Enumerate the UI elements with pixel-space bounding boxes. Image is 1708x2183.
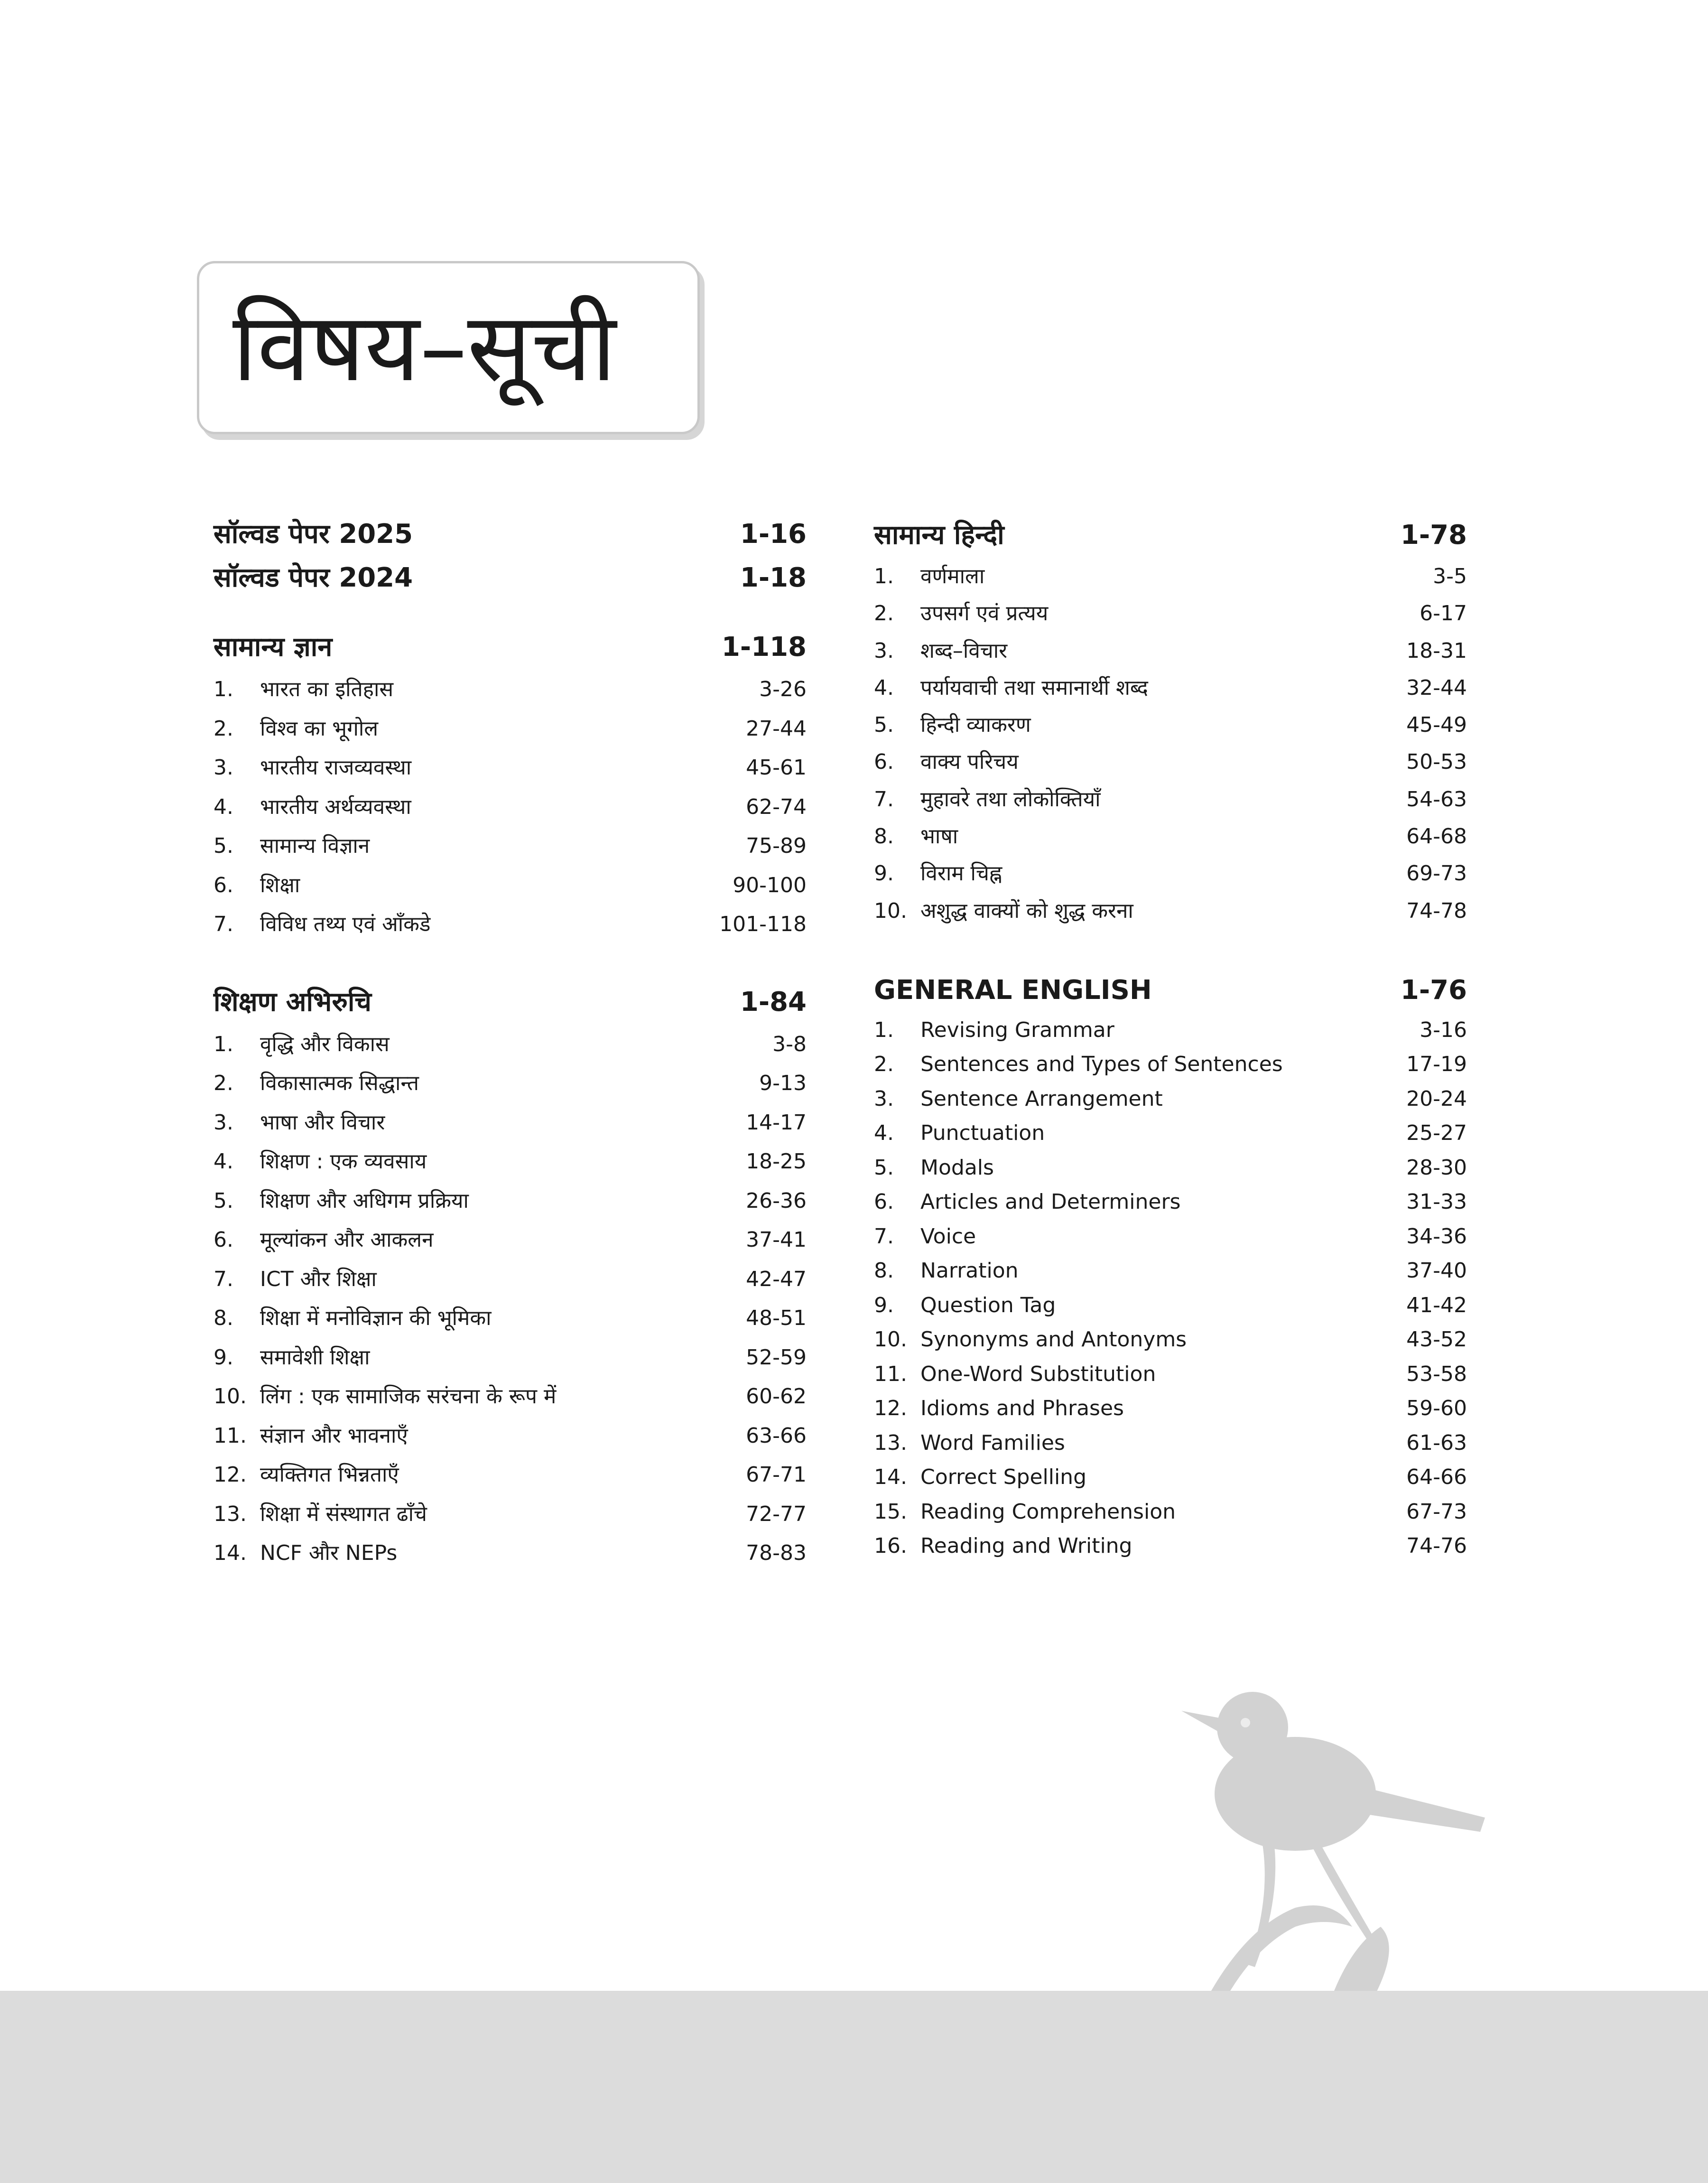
item-number: 6. bbox=[874, 1190, 894, 1214]
item-number: 4. bbox=[214, 1149, 233, 1174]
item-pages: 45-61 bbox=[746, 756, 807, 780]
item-label: Narration bbox=[920, 1259, 1019, 1283]
item-number: 3. bbox=[214, 1110, 233, 1135]
item-number: 10. bbox=[874, 898, 907, 923]
item-number: 15. bbox=[874, 1499, 907, 1524]
item-label: विराम चिह्न bbox=[920, 861, 1003, 886]
item-pages: 67-71 bbox=[746, 1463, 807, 1487]
item-pages: 48-51 bbox=[746, 1306, 807, 1330]
toc-item[interactable] bbox=[874, 781, 1467, 818]
toc-item[interactable] bbox=[874, 1391, 1467, 1426]
toc-item[interactable] bbox=[874, 633, 1467, 670]
item-label: भारत का इतिहास bbox=[260, 677, 394, 701]
item-label: Modals bbox=[920, 1155, 994, 1180]
item-number: 5. bbox=[214, 834, 233, 858]
item-pages: 17-19 bbox=[1406, 1052, 1467, 1077]
toc-item[interactable] bbox=[214, 827, 807, 866]
toc-item[interactable] bbox=[214, 1182, 807, 1221]
page-title: विषय–सूची bbox=[232, 292, 616, 403]
item-pages: 34-36 bbox=[1406, 1224, 1467, 1249]
toc-item[interactable] bbox=[874, 707, 1467, 744]
toc-item[interactable] bbox=[214, 1025, 807, 1064]
item-label: विविध तथ्य एवं आँकडे bbox=[260, 912, 431, 936]
item-number: 2. bbox=[214, 1071, 233, 1095]
section-pages: 1-118 bbox=[721, 632, 807, 662]
toc-item[interactable] bbox=[874, 1529, 1467, 1564]
item-label: पर्यायवाची तथा समानार्थी शब्द bbox=[920, 675, 1148, 700]
item-number: 4. bbox=[874, 1121, 894, 1146]
toc-item[interactable] bbox=[214, 1377, 807, 1417]
toc-item[interactable] bbox=[874, 1495, 1467, 1530]
item-pages: 54-63 bbox=[1406, 787, 1467, 812]
item-pages: 45-49 bbox=[1406, 713, 1467, 737]
section-pages: 1-78 bbox=[1400, 520, 1467, 550]
item-pages: 20-24 bbox=[1406, 1086, 1467, 1111]
entry-label: सॉल्वड पेपर 2025 bbox=[214, 519, 413, 550]
toc-item[interactable] bbox=[874, 1323, 1467, 1357]
item-label: वाक्य परिचय bbox=[920, 750, 1019, 774]
section-pages: 1-84 bbox=[740, 986, 807, 1017]
item-number: 2. bbox=[874, 1052, 894, 1077]
item-pages: 3-16 bbox=[1420, 1017, 1467, 1042]
toc-item[interactable] bbox=[214, 788, 807, 827]
toc-item[interactable] bbox=[874, 1220, 1467, 1254]
item-number: 6. bbox=[874, 750, 894, 774]
item-label: लिंग : एक सामाजिक सरंचना के रूप में bbox=[260, 1384, 557, 1409]
toc-item[interactable] bbox=[874, 1116, 1467, 1151]
item-pages: 72-77 bbox=[746, 1502, 807, 1526]
item-label: मूल्यांकन और आकलन bbox=[260, 1228, 434, 1252]
item-pages: 64-68 bbox=[1406, 824, 1467, 849]
item-pages: 27-44 bbox=[746, 716, 807, 741]
toc-item[interactable] bbox=[214, 1495, 807, 1534]
item-pages: 63-66 bbox=[746, 1423, 807, 1448]
item-number: 7. bbox=[874, 1224, 894, 1249]
item-label: वृद्धि और विकास bbox=[260, 1032, 390, 1056]
item-number: 10. bbox=[874, 1327, 907, 1352]
item-label: Sentence Arrangement bbox=[920, 1086, 1163, 1111]
item-label: शिक्षण और अधिगम प्रक्रिया bbox=[260, 1188, 469, 1213]
toc-item[interactable] bbox=[874, 1460, 1467, 1495]
item-number: 3. bbox=[874, 638, 894, 663]
toc-item[interactable] bbox=[214, 1338, 807, 1378]
item-number: 8. bbox=[874, 1259, 894, 1283]
item-pages: 28-30 bbox=[1406, 1155, 1467, 1180]
item-pages: 75-89 bbox=[746, 834, 807, 858]
item-number: 14. bbox=[874, 1465, 907, 1490]
item-label: विकासात्मक सिद्धान्त bbox=[260, 1071, 419, 1095]
toc-item[interactable] bbox=[874, 558, 1467, 595]
item-pages: 59-60 bbox=[1406, 1396, 1467, 1421]
item-label: समावेशी शिक्षा bbox=[260, 1345, 370, 1370]
item-number: 6. bbox=[214, 1228, 233, 1252]
general-hindi-section bbox=[874, 513, 1467, 930]
toc-entry-solved-2025[interactable] bbox=[214, 513, 807, 556]
item-pages: 42-47 bbox=[746, 1267, 807, 1291]
item-label: वर्णमाला bbox=[920, 564, 985, 588]
toc-item[interactable] bbox=[214, 1142, 807, 1182]
item-pages: 14-17 bbox=[746, 1110, 807, 1135]
item-number: 6. bbox=[214, 873, 233, 897]
toc-item[interactable] bbox=[214, 1260, 807, 1299]
toc-item[interactable] bbox=[874, 1151, 1467, 1185]
item-label: संज्ञान और भावनाएँ bbox=[260, 1423, 408, 1448]
item-number: 2. bbox=[874, 601, 894, 626]
item-label: Word Families bbox=[920, 1430, 1065, 1455]
item-pages: 74-76 bbox=[1406, 1534, 1467, 1558]
item-number: 9. bbox=[214, 1345, 233, 1370]
item-label: शिक्षण : एक व्यवसाय bbox=[260, 1149, 427, 1174]
toc-item[interactable] bbox=[874, 670, 1467, 707]
item-pages: 6-17 bbox=[1420, 601, 1467, 626]
item-label: NCF और NEPs bbox=[260, 1541, 398, 1565]
toc-item[interactable] bbox=[874, 893, 1467, 930]
item-label: भारतीय राजव्यवस्था bbox=[260, 756, 412, 780]
section-heading[interactable] bbox=[214, 625, 807, 670]
item-pages: 67-73 bbox=[1406, 1499, 1467, 1524]
item-label: सामान्य विज्ञान bbox=[260, 834, 370, 858]
item-number: 5. bbox=[874, 713, 894, 737]
toc-left-column bbox=[214, 513, 807, 1573]
item-pages: 3-8 bbox=[772, 1032, 807, 1056]
toc-item[interactable] bbox=[874, 1185, 1467, 1220]
teaching-aptitude-list bbox=[214, 1025, 807, 1573]
item-pages: 53-58 bbox=[1406, 1362, 1467, 1386]
section-heading[interactable] bbox=[214, 980, 807, 1025]
item-label: भाषा और विचार bbox=[260, 1110, 385, 1135]
item-number: 2. bbox=[214, 716, 233, 741]
general-english-section bbox=[874, 968, 1467, 1564]
toc-entry-solved-2024[interactable] bbox=[214, 556, 807, 600]
toc-item[interactable] bbox=[214, 1221, 807, 1260]
item-number: 1. bbox=[214, 1032, 233, 1056]
item-label: Reading Comprehension bbox=[920, 1499, 1176, 1524]
item-pages: 50-53 bbox=[1406, 750, 1467, 774]
item-number: 7. bbox=[214, 912, 233, 936]
toc-item[interactable] bbox=[214, 1417, 807, 1456]
item-number: 14. bbox=[214, 1541, 247, 1565]
item-label: Idioms and Phrases bbox=[920, 1396, 1124, 1421]
item-pages: 101-118 bbox=[719, 912, 807, 936]
item-pages: 25-27 bbox=[1406, 1121, 1467, 1146]
footer-band bbox=[0, 1991, 1708, 2183]
item-number: 1. bbox=[874, 564, 894, 588]
solved-papers-section bbox=[214, 513, 807, 600]
general-english-list bbox=[874, 1013, 1467, 1564]
item-label: व्यक्तिगत भिन्नताएँ bbox=[260, 1463, 399, 1487]
item-pages: 18-25 bbox=[746, 1149, 807, 1174]
toc-item[interactable] bbox=[874, 1047, 1467, 1082]
toc-item[interactable] bbox=[874, 1254, 1467, 1288]
item-pages: 37-41 bbox=[746, 1228, 807, 1252]
toc-item[interactable] bbox=[214, 866, 807, 905]
item-number: 1. bbox=[214, 677, 233, 701]
toc-item[interactable] bbox=[874, 1288, 1467, 1323]
item-label: One-Word Substitution bbox=[920, 1362, 1156, 1386]
item-pages: 64-66 bbox=[1406, 1465, 1467, 1490]
toc-item[interactable] bbox=[214, 670, 807, 709]
item-pages: 60-62 bbox=[746, 1384, 807, 1409]
item-label: शिक्षा में संस्थागत ढाँचे bbox=[260, 1502, 427, 1526]
item-number: 9. bbox=[874, 861, 894, 886]
bird-illustration bbox=[1153, 1661, 1580, 1993]
item-label: भारतीय अर्थव्यवस्था bbox=[260, 794, 411, 819]
item-pages: 3-26 bbox=[759, 677, 807, 701]
item-pages: 62-74 bbox=[746, 794, 807, 819]
item-number: 1. bbox=[874, 1017, 894, 1042]
item-label: Question Tag bbox=[920, 1293, 1056, 1317]
item-number: 10. bbox=[214, 1384, 247, 1409]
toc-item[interactable] bbox=[214, 1455, 807, 1495]
general-hindi-list bbox=[874, 558, 1467, 930]
item-pages: 43-52 bbox=[1406, 1327, 1467, 1352]
teaching-aptitude-section bbox=[214, 980, 807, 1573]
section-pages: 1-76 bbox=[1400, 974, 1467, 1006]
item-number: 7. bbox=[874, 787, 894, 812]
item-label: Articles and Determiners bbox=[920, 1190, 1181, 1214]
item-number: 12. bbox=[874, 1396, 907, 1421]
toc-item[interactable] bbox=[214, 1534, 807, 1573]
item-number: 4. bbox=[214, 794, 233, 819]
item-label: भाषा bbox=[920, 824, 958, 849]
item-label: Voice bbox=[920, 1224, 976, 1249]
item-number: 12. bbox=[214, 1463, 247, 1487]
toc-item[interactable] bbox=[214, 709, 807, 749]
item-number: 5. bbox=[214, 1188, 233, 1213]
item-label: शिक्षा bbox=[260, 873, 300, 897]
item-pages: 26-36 bbox=[746, 1188, 807, 1213]
item-label: विश्व का भूगोल bbox=[260, 716, 379, 741]
item-label: Reading and Writing bbox=[920, 1534, 1132, 1558]
item-number: 3. bbox=[874, 1086, 894, 1111]
section-title: शिक्षण अभिरुचि bbox=[214, 986, 371, 1017]
item-pages: 90-100 bbox=[733, 873, 807, 897]
item-pages: 37-40 bbox=[1406, 1259, 1467, 1283]
toc-item[interactable] bbox=[214, 905, 807, 944]
toc-item[interactable] bbox=[214, 1103, 807, 1143]
entry-label: सॉल्वड पेपर 2024 bbox=[214, 562, 413, 593]
item-label: शब्द–विचार bbox=[920, 638, 1008, 663]
item-pages: 9-13 bbox=[759, 1071, 807, 1095]
item-label: Correct Spelling bbox=[920, 1465, 1087, 1490]
toc-item[interactable] bbox=[874, 1357, 1467, 1392]
item-label: अशुद्ध वाक्यों को शुद्ध करना bbox=[920, 898, 1133, 923]
item-label: Sentences and Types of Sentences bbox=[920, 1052, 1283, 1077]
item-number: 8. bbox=[874, 824, 894, 849]
item-number: 16. bbox=[874, 1534, 907, 1558]
entry-pages: 1-18 bbox=[740, 562, 807, 593]
item-label: Revising Grammar bbox=[920, 1017, 1114, 1042]
item-label: Punctuation bbox=[920, 1121, 1045, 1146]
item-pages: 31-33 bbox=[1406, 1190, 1467, 1214]
item-pages: 52-59 bbox=[746, 1345, 807, 1370]
toc-item[interactable] bbox=[214, 748, 807, 788]
item-pages: 32-44 bbox=[1406, 675, 1467, 700]
toc-right-column bbox=[874, 513, 1467, 1564]
item-number: 13. bbox=[214, 1502, 247, 1526]
item-number: 9. bbox=[874, 1293, 894, 1317]
item-number: 13. bbox=[874, 1430, 907, 1455]
item-pages: 78-83 bbox=[746, 1541, 807, 1565]
toc-item[interactable] bbox=[214, 1064, 807, 1103]
section-heading[interactable] bbox=[874, 968, 1467, 1013]
item-number: 8. bbox=[214, 1306, 233, 1330]
item-number: 11. bbox=[874, 1362, 907, 1386]
toc-item[interactable] bbox=[874, 855, 1467, 892]
item-label: ICT और शिक्षा bbox=[260, 1267, 377, 1291]
toc-item[interactable] bbox=[874, 1426, 1467, 1461]
section-title: सामान्य ज्ञान bbox=[214, 632, 333, 662]
item-pages: 18-31 bbox=[1406, 638, 1467, 663]
general-knowledge-section bbox=[214, 625, 807, 944]
toc-item[interactable] bbox=[874, 1082, 1467, 1117]
toc-item[interactable] bbox=[874, 818, 1467, 855]
section-heading[interactable] bbox=[874, 513, 1467, 558]
entry-pages: 1-16 bbox=[740, 519, 807, 550]
item-pages: 61-63 bbox=[1406, 1430, 1467, 1455]
item-number: 4. bbox=[874, 675, 894, 700]
section-title: सामान्य हिन्दी bbox=[874, 520, 1004, 550]
section-title: GENERAL ENGLISH bbox=[874, 974, 1152, 1006]
item-pages: 41-42 bbox=[1406, 1293, 1467, 1317]
item-number: 7. bbox=[214, 1267, 233, 1291]
general-knowledge-list bbox=[214, 670, 807, 944]
toc-item[interactable] bbox=[874, 595, 1467, 632]
item-pages: 74-78 bbox=[1406, 898, 1467, 923]
item-pages: 3-5 bbox=[1433, 564, 1467, 588]
item-label: हिन्दी व्याकरण bbox=[920, 713, 1031, 737]
item-number: 11. bbox=[214, 1423, 247, 1448]
toc-item[interactable] bbox=[214, 1299, 807, 1338]
item-label: Synonyms and Antonyms bbox=[920, 1327, 1187, 1352]
toc-item[interactable] bbox=[874, 744, 1467, 781]
item-label: मुहावरे तथा लोकोक्तियाँ bbox=[920, 787, 1101, 812]
item-label: उपसर्ग एवं प्रत्यय bbox=[920, 601, 1049, 626]
toc-item[interactable] bbox=[874, 1013, 1467, 1048]
item-pages: 69-73 bbox=[1406, 861, 1467, 886]
item-number: 5. bbox=[874, 1155, 894, 1180]
item-number: 3. bbox=[214, 756, 233, 780]
title-box bbox=[197, 261, 700, 434]
item-label: शिक्षा में मनोविज्ञान की भूमिका bbox=[260, 1306, 492, 1330]
